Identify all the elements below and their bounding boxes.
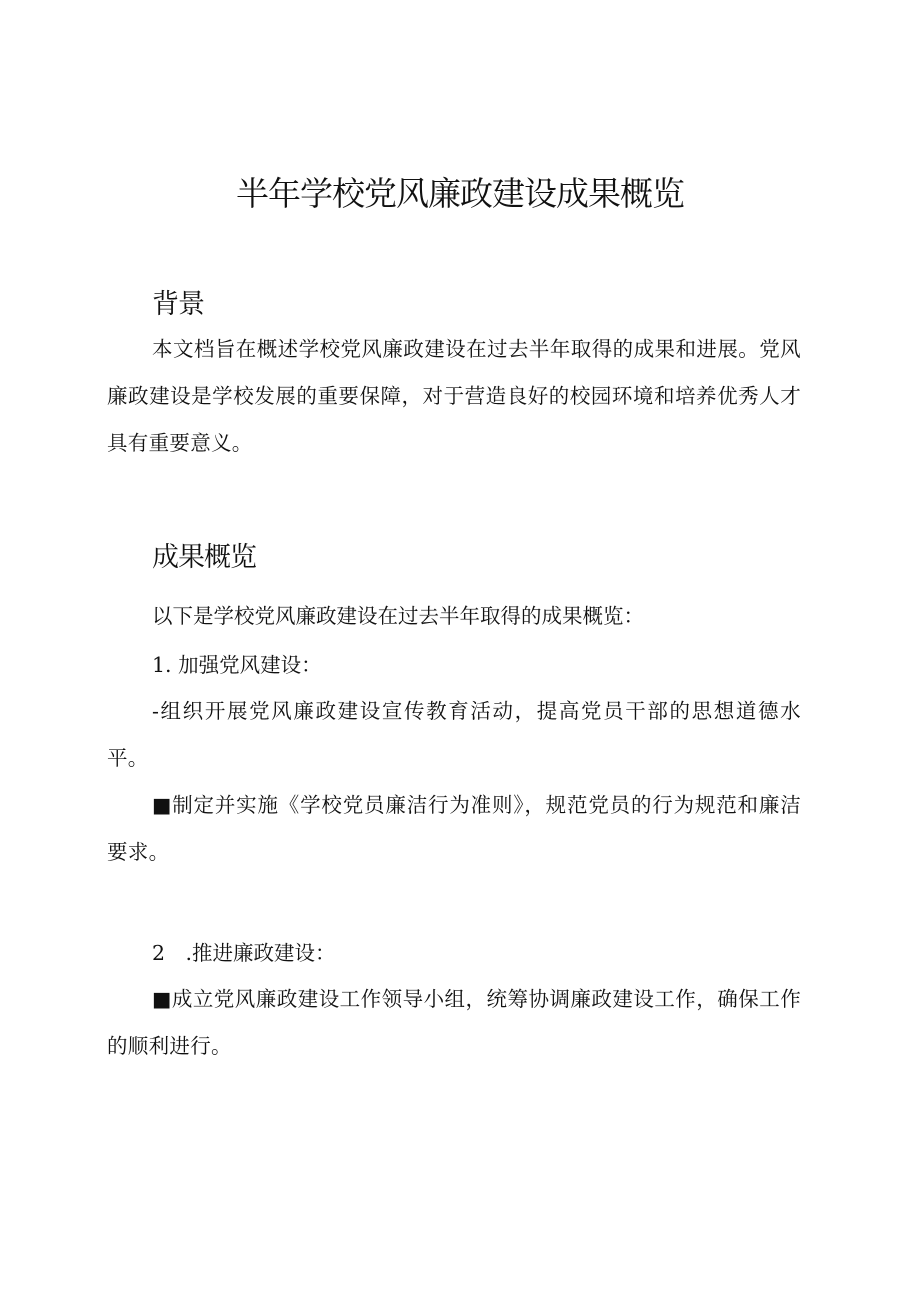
item-1-point-2: ■制定并实施《学校党员廉洁行为准则》，规范党员的行为规范和廉洁要求。 <box>107 793 801 864</box>
section-heading-background: 背景 <box>152 289 204 320</box>
item-1-label: 1. 加强党风建设： <box>152 653 322 677</box>
results-intro: 以下是学校党风廉政建设在过去半年取得的成果概览： <box>152 604 644 628</box>
item-1-point-1: -组织开展党风廉政建设宣传教育活动，提高党员干部的思想道德水平。 <box>107 699 801 770</box>
document-title: 半年学校党风廉政建设成果概览 <box>236 174 684 213</box>
section-heading-results: 成果概览 <box>152 542 256 573</box>
background-paragraph: 本文档旨在概述学校党风廉政建设在过去半年取得的成果和进展。党风廉政建设是学校发展的重要保障，对于营造良好的校园环境和培养优秀人才具有重要意义。 <box>107 337 801 455</box>
item-2-point-1: ■成立党风廉政建设工作领导小组，统筹协调廉政建设工作，确保工作的顺利进行。 <box>107 987 801 1058</box>
item-2-label: 2 .推进廉政建设： <box>152 941 336 965</box>
